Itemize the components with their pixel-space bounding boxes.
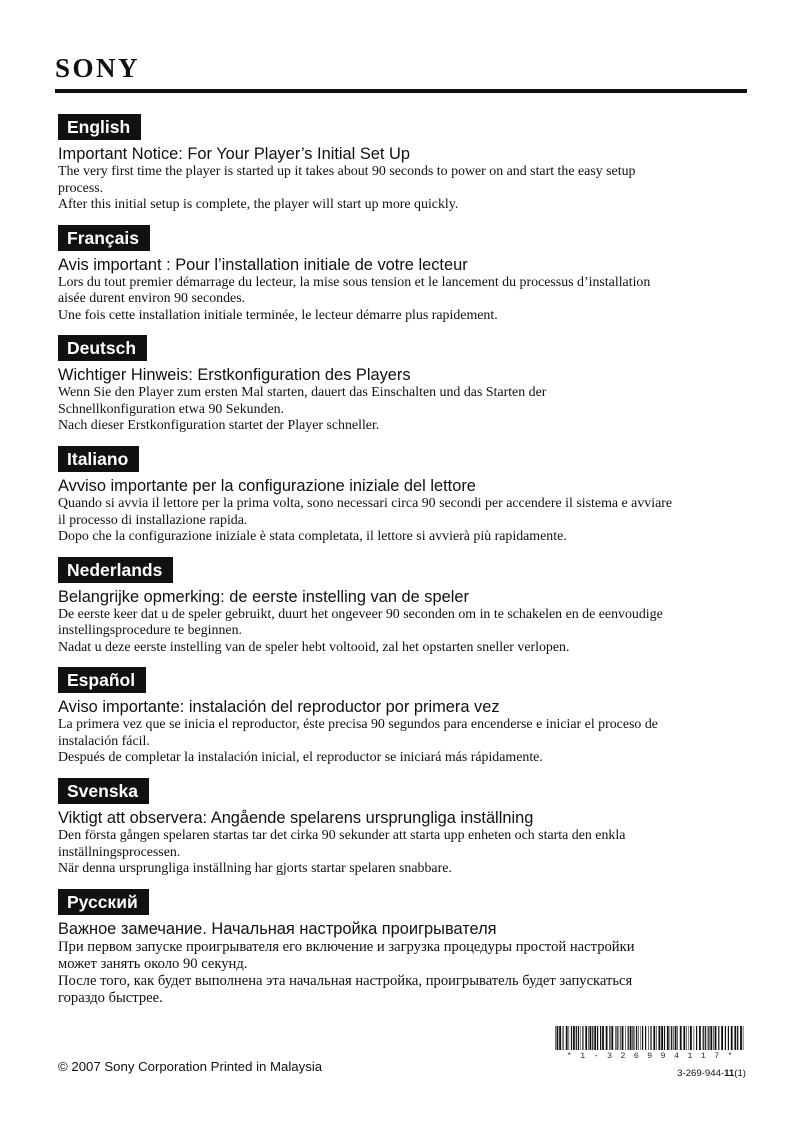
barcode-bar: [615, 1026, 616, 1050]
barcode-bar: [609, 1026, 610, 1050]
barcode-bar: [707, 1026, 708, 1050]
section-heading: Belangrijke opmerking: de eerste instelling van de speler: [58, 587, 469, 606]
barcode-bar: [588, 1026, 589, 1050]
barcode-bar: [671, 1026, 672, 1050]
barcode-bar: [670, 1026, 671, 1050]
copyright-notice: © 2007 Sony Corporation Printed in Malaysia: [58, 1059, 323, 1074]
section-nederlands: [58, 557, 746, 668]
barcode-bar: [638, 1026, 639, 1050]
language-badge: Français: [58, 225, 150, 251]
barcode-bar: [559, 1026, 561, 1050]
barcode-bar: [705, 1026, 706, 1050]
barcode-bar: [728, 1026, 729, 1050]
barcode-bar: [710, 1026, 712, 1050]
paragraph-line: Une fois cette installation initiale terminée, le lecteur démarre plus rapidement.: [58, 307, 498, 323]
barcode: [555, 1026, 746, 1064]
barcode-bar: [734, 1026, 736, 1050]
paragraph-line: instellingsprocedure te beginnen.: [58, 623, 242, 639]
barcode-bar: [664, 1026, 665, 1050]
language-badge: Nederlands: [58, 557, 173, 583]
barcode-bar: [715, 1026, 717, 1050]
paragraph-line: Den första gången spelaren startas tar det cirka 90 sekunder att starta upp enheten och starta den enkla: [58, 828, 626, 844]
paragraph-line: The very first time the player is started up it takes about 90 seconds to power on and start the easy setup: [58, 164, 636, 179]
barcode-bar: [731, 1026, 733, 1050]
section-italiano: [58, 446, 746, 557]
barcode-bar: [566, 1026, 568, 1050]
barcode-bar: [594, 1026, 596, 1050]
paragraph-line: Lors du tout premier démarrage du lecteur, la mise sous tension et le lancement du processus d’installation: [58, 274, 651, 290]
barcode-bar: [718, 1026, 719, 1050]
language-badge: English: [58, 114, 141, 140]
barcode-bar: [737, 1026, 738, 1050]
paragraph-line: После того, как будет выполнена эта начальная настройка, проигрыватель будет запускаться: [58, 972, 633, 989]
section-heading: Aviso importante: instalación del reproductor por primera vez: [58, 698, 500, 717]
barcode-bar: [555, 1026, 556, 1050]
barcode-bar: [592, 1026, 593, 1050]
barcode-bar: [563, 1026, 564, 1050]
barcode-bar: [617, 1026, 618, 1050]
barcode-bar: [630, 1026, 632, 1050]
barcode-bar: [602, 1026, 604, 1050]
paragraph-line: La primera vez que se inicia el reproductor, éste precisa 90 segundos para encenderse e iniciar el proceso de: [58, 717, 658, 733]
barcode-bar: [650, 1026, 651, 1050]
barcode-bar: [635, 1026, 636, 1050]
language-badge: Svenska: [58, 778, 149, 804]
barcode-bar: [622, 1026, 624, 1050]
paragraph-line: aisée durent environ 90 secondes.: [58, 291, 246, 307]
barcode-bar: [582, 1026, 583, 1050]
section-heading: Avviso importante per la configurazione iniziale del lettore: [58, 477, 476, 496]
section-english: [58, 114, 746, 225]
section-heading: Viktigt att observera: Angående spelarens ursprungliga inställning: [58, 809, 534, 828]
barcode-bar: [708, 1026, 709, 1050]
barcode-bar: [661, 1026, 663, 1050]
section-deutsch: [58, 335, 746, 446]
barcode-bar: [675, 1026, 677, 1050]
barcode-bar: [585, 1026, 587, 1050]
barcode-bar: [642, 1026, 643, 1050]
paragraph-line: Después de completar la instalación inicial, el reproductor se iniciará más rápidamente.: [58, 750, 543, 766]
paragraph-line: При первом запуске проигрывателя его включение и загрузка процедуры простой настройки: [58, 938, 635, 955]
paragraph-line: Schnellkonfiguration etwa 90 Sekunden.: [58, 401, 285, 417]
barcode-bar: [680, 1026, 682, 1050]
barcode-bar: [703, 1026, 704, 1050]
barcode-bar: [619, 1026, 620, 1050]
barcode-bar: [578, 1026, 579, 1050]
paragraph-line: inställningsprocessen.: [58, 844, 181, 860]
paragraph-line: After this initial setup is complete, the player will start up more quickly.: [58, 197, 459, 212]
paragraph-line: гораздо быстрее.: [58, 989, 163, 1006]
barcode-bar: [620, 1026, 621, 1050]
barcode-bar: [699, 1026, 701, 1050]
part-number: [555, 1068, 746, 1079]
paragraph-line: De eerste keer dat u de speler gebruikt, duurt het ongeveer 90 seconden om in te schakelen en de eenvoudige: [58, 606, 663, 622]
barcode-bar: [641, 1026, 642, 1050]
section-francais: [58, 225, 746, 336]
barcode-bar: [590, 1026, 592, 1050]
barcode-bar: [606, 1026, 608, 1050]
language-badge: Русский: [58, 889, 149, 915]
barcode-bar: [557, 1026, 559, 1050]
part-number-prefix: 3-269-944-: [677, 1068, 725, 1079]
language-badge: Deutsch: [58, 335, 147, 361]
sony-logo: SONY: [55, 53, 141, 83]
barcode-bar: [580, 1026, 581, 1050]
barcode-bar: [713, 1026, 714, 1050]
barcode-bar: [571, 1026, 572, 1050]
notice-sections: [58, 114, 746, 1006]
barcode-bar: [573, 1026, 575, 1050]
barcode-bar: [611, 1026, 613, 1050]
language-badge: Español: [58, 667, 146, 693]
paragraph-line: может занять около 90 секунд.: [58, 955, 248, 972]
paragraph-line: När denna ursprungliga inställning har gjorts startar spelaren snabbare.: [58, 861, 452, 877]
barcode-bar: [673, 1026, 674, 1050]
barcode-bar: [656, 1026, 657, 1050]
barcode-bars: [555, 1026, 746, 1050]
part-number-suffix: (1): [734, 1068, 746, 1079]
barcode-bar: [645, 1026, 646, 1050]
section-svenska: [58, 778, 746, 889]
barcode-bar: [569, 1026, 570, 1050]
section-heading: Important Notice: For Your Player’s Initial Set Up: [58, 145, 410, 163]
barcode-bar: [694, 1026, 695, 1050]
barcode-bar: [696, 1026, 697, 1050]
barcode-bar: [743, 1026, 744, 1050]
paragraph-line: process.: [58, 180, 104, 196]
part-number-bold: 11: [724, 1068, 735, 1079]
barcode-caption: * 1 - 3 2 6 9 9 4 1 1 7 *: [566, 1051, 735, 1061]
barcode-bar: [690, 1026, 692, 1050]
barcode-bar: [683, 1026, 685, 1050]
barcode-bar: [721, 1026, 723, 1050]
barcode-bar: [648, 1026, 649, 1050]
barcode-bar: [667, 1026, 669, 1050]
section-heading: Wichtiger Hinweis: Erstkonfiguration des Players: [58, 366, 411, 385]
barcode-bar: [576, 1026, 577, 1050]
barcode-bar: [725, 1026, 726, 1050]
section-heading: Важное замечание. Начальная настройка проигрывателя: [58, 919, 497, 938]
barcode-bar: [686, 1026, 687, 1050]
barcode-bar: [653, 1026, 655, 1050]
section-espanol: [58, 667, 746, 778]
barcode-bar: [659, 1026, 661, 1050]
language-badge: Italiano: [58, 446, 139, 472]
paragraph-line: Nach dieser Erstkonfiguration startet der Player schneller.: [58, 418, 380, 434]
section-russian: [58, 889, 746, 1006]
barcode-bar: [636, 1026, 637, 1050]
paragraph-line: Dopo che la configurazione iniziale è stata completata, il lettore si avvierà più rapidamente.: [58, 529, 567, 545]
paragraph-line: instalación fácil.: [58, 733, 150, 749]
paragraph-line: il processo di installazione rapida.: [58, 512, 248, 528]
barcode-bar: [740, 1026, 742, 1050]
header-rule: [55, 89, 747, 93]
section-heading: Avis important : Pour l’installation initiale de votre lecteur: [58, 255, 468, 274]
barcode-bar: [677, 1026, 678, 1050]
barcode-bar: [625, 1026, 626, 1050]
barcode-bar: [600, 1026, 601, 1050]
barcode-bar: [689, 1026, 690, 1050]
paragraph-line: Wenn Sie den Player zum ersten Mal starten, dauert das Einschalten und das Starten der: [58, 385, 547, 401]
barcode-bar: [562, 1026, 563, 1050]
paragraph-line: Quando si avvia il lettore per la prima volta, sono necessari circa 90 secondi per accendere il sistema e avviare: [58, 496, 673, 512]
paragraph-line: Nadat u deze eerste instelling van de speler hebt voltooid, zal het opstarten sneller verlopen.: [58, 639, 570, 655]
barcode-bar: [628, 1026, 629, 1050]
barcode-bar: [632, 1026, 633, 1050]
barcode-bar: [597, 1026, 598, 1050]
